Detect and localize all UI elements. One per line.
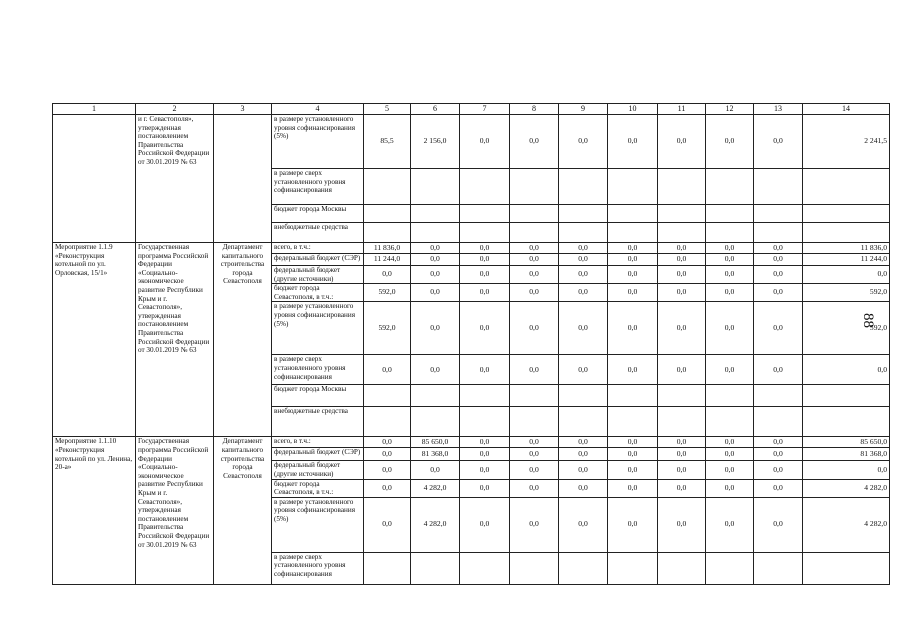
value-cell: 0,0 [559, 437, 608, 448]
value-cell: 85 650,0 [411, 437, 460, 448]
value-cell: 0,0 [658, 448, 706, 461]
value-cell: 0,0 [510, 243, 559, 254]
table-row [53, 437, 890, 448]
header-cell: 4 [272, 104, 364, 115]
value-cell: 0,0 [510, 355, 559, 385]
funding-source-label: бюджет города Москвы [272, 385, 364, 407]
department-cell [214, 115, 272, 243]
value-cell: 0,0 [803, 355, 890, 385]
value-cell: 0,0 [510, 284, 559, 302]
value-cell: 2 241,5 [803, 115, 890, 169]
value-cell: 4 282,0 [411, 479, 460, 497]
value-cell: 0,0 [460, 437, 510, 448]
value-cell: 0,0 [510, 115, 559, 169]
value-cell [510, 205, 559, 223]
value-cell: 0,0 [411, 266, 460, 284]
value-cell: 0,0 [754, 284, 803, 302]
table-row [53, 115, 890, 169]
value-cell: 0,0 [364, 437, 411, 448]
value-cell: 0,0 [460, 115, 510, 169]
value-cell [754, 385, 803, 407]
value-cell [460, 407, 510, 437]
value-cell: 0,0 [364, 266, 411, 284]
value-cell: 0,0 [608, 254, 658, 266]
value-cell [754, 552, 803, 584]
value-cell [658, 223, 706, 243]
value-cell [754, 169, 803, 205]
value-cell: 0,0 [559, 355, 608, 385]
value-cell [364, 385, 411, 407]
value-cell [658, 552, 706, 584]
value-cell: 0,0 [460, 355, 510, 385]
department-cell: Департамент капитального строительства города Севастополя [214, 437, 272, 584]
value-cell [706, 169, 754, 205]
funding-source-label: в размере сверх установленного уровня софинансирования [272, 355, 364, 385]
value-cell: 0,0 [460, 302, 510, 355]
value-cell: 0,0 [559, 284, 608, 302]
value-cell: 0,0 [559, 479, 608, 497]
value-cell [706, 552, 754, 584]
value-cell: 0,0 [608, 284, 658, 302]
value-cell: 0,0 [460, 266, 510, 284]
value-cell: 0,0 [608, 448, 658, 461]
value-cell: 0,0 [411, 461, 460, 479]
value-cell [510, 552, 559, 584]
funding-source-label: в размере сверх установленного уровня софинансирования [272, 552, 364, 584]
value-cell: 0,0 [608, 115, 658, 169]
value-cell [559, 223, 608, 243]
value-cell: 0,0 [754, 497, 803, 552]
value-cell [658, 407, 706, 437]
value-cell: 0,0 [754, 243, 803, 254]
value-cell: 592,0 [803, 302, 890, 355]
department-cell: Департамент капитального строительства города Севастополя [214, 243, 272, 437]
value-cell [364, 169, 411, 205]
funding-source-label: внебюджетные средства [272, 407, 364, 437]
value-cell [364, 552, 411, 584]
value-cell [364, 223, 411, 243]
funding-source-label: в размере установленного уровня софинансирования (5%) [272, 497, 364, 552]
value-cell [754, 223, 803, 243]
value-cell: 11 244,0 [803, 254, 890, 266]
value-cell [411, 552, 460, 584]
value-cell: 0,0 [608, 243, 658, 254]
value-cell: 0,0 [510, 302, 559, 355]
header-cell: 11 [658, 104, 706, 115]
value-cell: 0,0 [608, 355, 658, 385]
value-cell: 0,0 [754, 437, 803, 448]
value-cell: 11 836,0 [364, 243, 411, 254]
value-cell [411, 407, 460, 437]
value-cell: 0,0 [706, 284, 754, 302]
value-cell: 0,0 [658, 479, 706, 497]
funding-source-label: в размере сверх установленного уровня софинансирования [272, 169, 364, 205]
value-cell [559, 169, 608, 205]
value-cell: 0,0 [608, 497, 658, 552]
funding-source-label: бюджет города Севастополя, в т.ч.: [272, 479, 364, 497]
program-cell: и г. Севастополя», утвержденная постановлением Правительства Российской Федерации от 30.01.2019 № 63 [136, 115, 214, 243]
value-cell [658, 205, 706, 223]
value-cell: 0,0 [559, 115, 608, 169]
value-cell: 0,0 [460, 284, 510, 302]
measure-title-cell [53, 115, 136, 243]
value-cell: 0,0 [754, 461, 803, 479]
value-cell [608, 169, 658, 205]
value-cell: 0,0 [754, 355, 803, 385]
value-cell: 4 282,0 [411, 497, 460, 552]
value-cell: 0,0 [754, 448, 803, 461]
value-cell: 0,0 [754, 302, 803, 355]
value-cell [706, 407, 754, 437]
value-cell: 0,0 [706, 243, 754, 254]
value-cell: 0,0 [411, 243, 460, 254]
value-cell [411, 223, 460, 243]
table-row [53, 243, 890, 254]
header-cell: 14 [803, 104, 890, 115]
funding-source-label: бюджет города Севастополя, в т.ч.: [272, 284, 364, 302]
funding-source-label: в размере установленного уровня софинансирования (5%) [272, 115, 364, 169]
value-cell: 0,0 [364, 497, 411, 552]
value-cell: 0,0 [460, 479, 510, 497]
value-cell: 0,0 [510, 461, 559, 479]
value-cell: 0,0 [754, 266, 803, 284]
value-cell: 81 368,0 [411, 448, 460, 461]
value-cell: 0,0 [364, 355, 411, 385]
value-cell: 0,0 [460, 497, 510, 552]
value-cell: 0,0 [364, 461, 411, 479]
value-cell: 11 244,0 [364, 254, 411, 266]
value-cell: 0,0 [658, 497, 706, 552]
value-cell [658, 169, 706, 205]
value-cell: 0,0 [559, 243, 608, 254]
value-cell: 0,0 [706, 355, 754, 385]
value-cell: 0,0 [754, 479, 803, 497]
value-cell: 0,0 [510, 479, 559, 497]
value-cell: 592,0 [364, 284, 411, 302]
value-cell: 0,0 [608, 461, 658, 479]
value-cell: 11 836,0 [803, 243, 890, 254]
value-cell: 85 650,0 [803, 437, 890, 448]
value-cell: 0,0 [559, 497, 608, 552]
page-number: 88 [860, 313, 876, 328]
value-cell [803, 407, 890, 437]
program-cell: Государственная программа Российской Федерации «Социально-экономическое развитие Республики Крым и г. Севастополя», утвержденная постановлением Правительства Российской Федерации от 30.01.2019 № 63 [136, 243, 214, 437]
header-cell: 8 [510, 104, 559, 115]
value-cell [411, 169, 460, 205]
header-cell: 2 [136, 104, 214, 115]
value-cell: 0,0 [559, 448, 608, 461]
value-cell: 0,0 [706, 497, 754, 552]
value-cell: 0,0 [658, 355, 706, 385]
value-cell [706, 223, 754, 243]
value-cell [460, 385, 510, 407]
funding-source-label: всего, в т.ч.: [272, 437, 364, 448]
value-cell: 0,0 [364, 479, 411, 497]
value-cell: 592,0 [364, 302, 411, 355]
value-cell [559, 552, 608, 584]
value-cell [658, 385, 706, 407]
value-cell: 0,0 [411, 355, 460, 385]
funding-source-label: бюджет города Москвы [272, 205, 364, 223]
value-cell [706, 205, 754, 223]
value-cell: 0,0 [411, 302, 460, 355]
measure-title-cell: Мероприятие 1.1.9 «Реконструкция котельной по ул. Орловская, 15/1» [53, 243, 136, 437]
value-cell [803, 552, 890, 584]
value-cell: 0,0 [658, 243, 706, 254]
value-cell: 0,0 [460, 243, 510, 254]
value-cell: 0,0 [411, 284, 460, 302]
budget-table [52, 103, 890, 585]
value-cell: 0,0 [803, 461, 890, 479]
value-cell [364, 205, 411, 223]
value-cell: 2 156,0 [411, 115, 460, 169]
header-cell: 3 [214, 104, 272, 115]
value-cell [608, 205, 658, 223]
value-cell [608, 407, 658, 437]
value-cell: 0,0 [364, 448, 411, 461]
value-cell [460, 169, 510, 205]
value-cell: 0,0 [754, 254, 803, 266]
value-cell [608, 552, 658, 584]
value-cell: 0,0 [706, 437, 754, 448]
value-cell [411, 385, 460, 407]
header-cell: 10 [608, 104, 658, 115]
value-cell: 0,0 [658, 437, 706, 448]
value-cell [803, 385, 890, 407]
value-cell: 0,0 [608, 437, 658, 448]
funding-source-label: федеральный бюджет (СЭР) [272, 448, 364, 461]
value-cell [608, 385, 658, 407]
value-cell [460, 223, 510, 243]
value-cell [559, 385, 608, 407]
value-cell: 0,0 [608, 479, 658, 497]
value-cell: 0,0 [706, 461, 754, 479]
value-cell: 0,0 [460, 448, 510, 461]
value-cell [608, 223, 658, 243]
value-cell: 0,0 [658, 115, 706, 169]
header-cell: 1 [53, 104, 136, 115]
value-cell: 0,0 [559, 266, 608, 284]
funding-source-label: всего, в т.ч.: [272, 243, 364, 254]
value-cell: 0,0 [658, 254, 706, 266]
value-cell [411, 205, 460, 223]
value-cell: 0,0 [608, 266, 658, 284]
value-cell: 0,0 [658, 266, 706, 284]
value-cell: 0,0 [658, 461, 706, 479]
funding-source-label: федеральный бюджет (другие источники) [272, 266, 364, 284]
value-cell: 0,0 [706, 115, 754, 169]
value-cell: 0,0 [803, 266, 890, 284]
measure-title-cell: Мероприятие 1.1.10 «Реконструкция котельной по ул. Ленина, 20-а» [53, 437, 136, 584]
value-cell: 0,0 [706, 479, 754, 497]
value-cell: 0,0 [658, 302, 706, 355]
value-cell [706, 385, 754, 407]
header-row [53, 104, 890, 115]
value-cell: 4 282,0 [803, 479, 890, 497]
value-cell: 0,0 [658, 284, 706, 302]
value-cell: 0,0 [510, 254, 559, 266]
value-cell: 0,0 [411, 254, 460, 266]
funding-source-label: федеральный бюджет (другие источники) [272, 461, 364, 479]
header-cell: 13 [754, 104, 803, 115]
value-cell [510, 223, 559, 243]
value-cell: 0,0 [510, 497, 559, 552]
value-cell [460, 205, 510, 223]
value-cell [510, 385, 559, 407]
value-cell: 85,5 [364, 115, 411, 169]
value-cell [510, 407, 559, 437]
header-cell: 5 [364, 104, 411, 115]
value-cell: 0,0 [754, 115, 803, 169]
value-cell: 0,0 [510, 437, 559, 448]
value-cell: 592,0 [803, 284, 890, 302]
funding-source-label: в размере установленного уровня софинансирования (5%) [272, 302, 364, 355]
value-cell: 81 368,0 [803, 448, 890, 461]
program-cell: Государственная программа Российской Федерации «Социально-экономическое развитие Республики Крым и г. Севастополя», утвержденная постановлением Правительства Российской Федерации от 30.01.2019 № 63 [136, 437, 214, 584]
value-cell: 0,0 [460, 461, 510, 479]
header-cell: 12 [706, 104, 754, 115]
value-cell: 0,0 [510, 266, 559, 284]
value-cell: 0,0 [608, 302, 658, 355]
value-cell [803, 169, 890, 205]
value-cell: 0,0 [559, 254, 608, 266]
value-cell [803, 205, 890, 223]
value-cell [510, 169, 559, 205]
value-cell [364, 407, 411, 437]
value-cell [559, 205, 608, 223]
value-cell [460, 552, 510, 584]
value-cell: 0,0 [559, 461, 608, 479]
value-cell: 0,0 [510, 448, 559, 461]
value-cell [803, 223, 890, 243]
funding-source-label: внебюджетные средства [272, 223, 364, 243]
value-cell [559, 407, 608, 437]
value-cell: 0,0 [706, 254, 754, 266]
header-cell: 9 [559, 104, 608, 115]
value-cell: 0,0 [559, 302, 608, 355]
value-cell: 0,0 [706, 302, 754, 355]
value-cell: 0,0 [706, 266, 754, 284]
value-cell [754, 205, 803, 223]
header-cell: 6 [411, 104, 460, 115]
header-cell: 7 [460, 104, 510, 115]
funding-source-label: федеральный бюджет (СЭР) [272, 254, 364, 266]
value-cell: 0,0 [706, 448, 754, 461]
value-cell: 0,0 [460, 254, 510, 266]
value-cell [754, 407, 803, 437]
value-cell: 4 282,0 [803, 497, 890, 552]
